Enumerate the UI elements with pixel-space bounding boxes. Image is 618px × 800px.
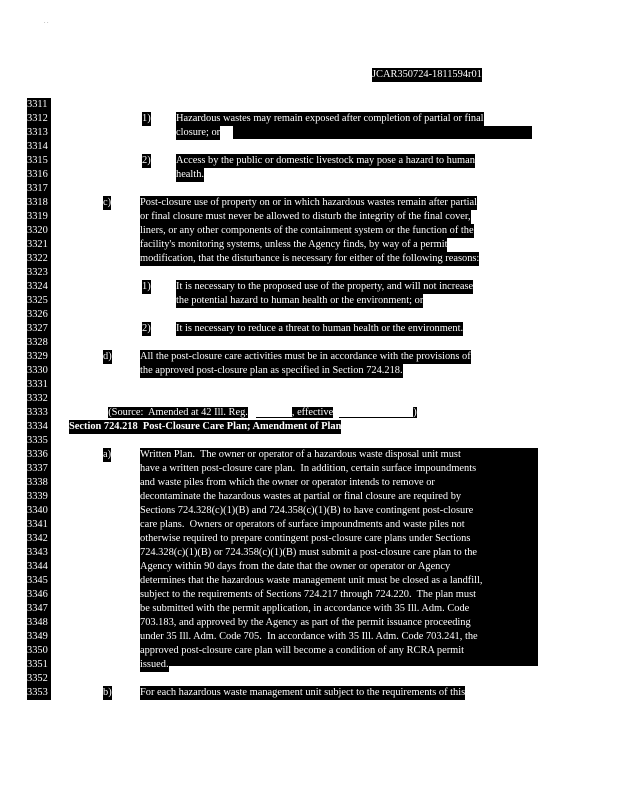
item-c1-line: the potential hazard to human health or the environment; or [176,295,424,306]
line-number: 3332 [27,392,51,406]
line-number: 3321 [27,238,51,252]
line-number: 3319 [27,210,51,224]
item-2-line: health. [176,169,204,180]
line-number: 3326 [27,308,51,322]
line-number: 3313 [27,126,51,140]
item-d-line: the approved post-closure plan as specified in Section 724.218. [140,365,403,376]
line-number: 3343 [27,546,51,560]
line-number: 3348 [27,616,51,630]
line-number: 3324 [27,280,51,294]
line-number: 3351 [27,658,51,672]
item-d-label: d) [103,351,112,362]
item-a-line: otherwise required to prepare contingent post-closure care plans under Sections [140,533,471,544]
line-number: 3335 [27,434,51,448]
source-note-close: ) [413,406,417,418]
item-a-label: a) [103,449,112,460]
scan-specks: . . [44,19,49,25]
line-number: 3327 [27,322,51,336]
line-number: 3316 [27,168,51,182]
highlight-fill [233,126,532,139]
item-a-line: decontaminate the hazardous wastes at partial or final closure are required by [140,491,462,502]
line-number: 3331 [27,378,51,392]
line-number: 3338 [27,476,51,490]
item-1-line: Hazardous wastes may remain exposed after completion of partial or final [176,113,484,124]
source-note-prefix: (Source: Amended at 42 Ill. Reg. [108,406,248,418]
item-c1-line: It is necessary to the proposed use of the property, and will not increase [176,281,474,292]
item-c-line: Post-closure use of property on or in which hazardous wastes remain after partial [140,197,478,208]
item-c-line: modification, that the disturbance is necessary for either of the following reasons: [140,253,480,264]
item-d-line: All the post-closure care activities must be in accordance with the provisions of [140,351,471,362]
line-number: 3323 [27,266,51,280]
line-number: 3318 [27,196,51,210]
line-number: 3344 [27,560,51,574]
item-a-line: Sections 724.328(c)(1)(B) and 724.358(c)(1)(B) to have contingent post-closure [140,505,474,516]
line-number: 3346 [27,588,51,602]
item-2-line: Access by the public or domestic livestock may pose a hazard to human [176,155,475,166]
item-a-line: Agency within 90 days from the date that the owner or operator or Agency [140,561,451,572]
line-number: 3347 [27,602,51,616]
line-number: 3330 [27,364,51,378]
item-c-line: facility's monitoring systems, unless the Agency finds, by way of a permit [140,239,448,250]
item-a-line: under 35 Ill. Adm. Code 705. In accordance with 35 Ill. Adm. Code 703.241, the [140,631,478,642]
line-number: 3333 [27,406,51,420]
item-a-line: subject to the requirements of Sections 724.217 through 724.220. The plan must [140,589,477,600]
item-a-line: and waste piles from which the owner or operator intends to remove or [140,477,435,488]
section-heading: Section 724.218 Post-Closure Care Plan; Amendment of Plan [69,421,342,432]
line-number: 3341 [27,518,51,532]
item-a-line: care plans. Owners or operators of surface impoundments and waste piles not [140,519,465,530]
line-number: 3314 [27,140,51,154]
item-c2-line: It is necessary to reduce a threat to human health or the environment. [176,323,464,334]
line-number: 3350 [27,644,51,658]
item-a-line: 724.328(c)(1)(B) or 724.358(c)(1)(B) must submit a post-closure care plan to the [140,547,478,558]
line-number: 3311 [27,98,51,112]
item-c-line: or final closure must never be allowed to disturb the integrity of the final cover, [140,211,471,222]
item-a-line: approved post-closure care plan will become a condition of any RCRA permit [140,645,465,656]
line-number: 3352 [27,672,51,686]
item-c2-label: 2) [142,323,151,334]
item-a-line: have a written post-closure care plan. In addition, certain surface impoundments [140,463,477,474]
line-number: 3340 [27,504,51,518]
item-c1-label: 1) [142,281,151,292]
item-a-line: determines that the hazardous waste management unit must be closed as a landfill, [140,575,483,586]
line-number: 3329 [27,350,51,364]
item-a-line: 703.183, and approved by the Agency as part of the permit issuance proceeding [140,617,471,628]
item-c-line: liners, or any other components of the containment system or the function of the [140,225,474,236]
line-number: 3328 [27,336,51,350]
line-number: 3325 [27,294,51,308]
line-number: 3349 [27,630,51,644]
line-number: 3322 [27,252,51,266]
item-a-line: be submitted with the permit application, in accordance with 35 Ill. Adm. Code [140,603,470,614]
item-1-label: 1) [142,113,151,124]
item-a-line: issued. [140,659,169,670]
item-c-label: c) [103,197,112,208]
item-b-label: b) [103,687,112,698]
line-number: 3320 [27,224,51,238]
source-note-effective: , effective [291,406,334,418]
item-2-label: 2) [142,155,151,166]
line-number: 3337 [27,462,51,476]
line-number: 3353 [27,686,51,700]
line-number: 3334 [27,420,51,434]
source-note [103,392,417,418]
item-a-line: Written Plan. The owner or operator of a hazardous waste disposal unit must [140,449,461,460]
line-number: 3336 [27,448,51,462]
line-number: 3339 [27,490,51,504]
line-number: 3342 [27,532,51,546]
line-number: 3312 [27,112,51,126]
item-b-line: For each hazardous waste management unit subject to the requirements of this [140,687,466,698]
line-number: 3317 [27,182,51,196]
item-1-line: closure; or [176,127,221,138]
line-number: 3315 [27,154,51,168]
document-code: JCAR350724-1811594r01 [372,69,482,80]
line-number: 3345 [27,574,51,588]
